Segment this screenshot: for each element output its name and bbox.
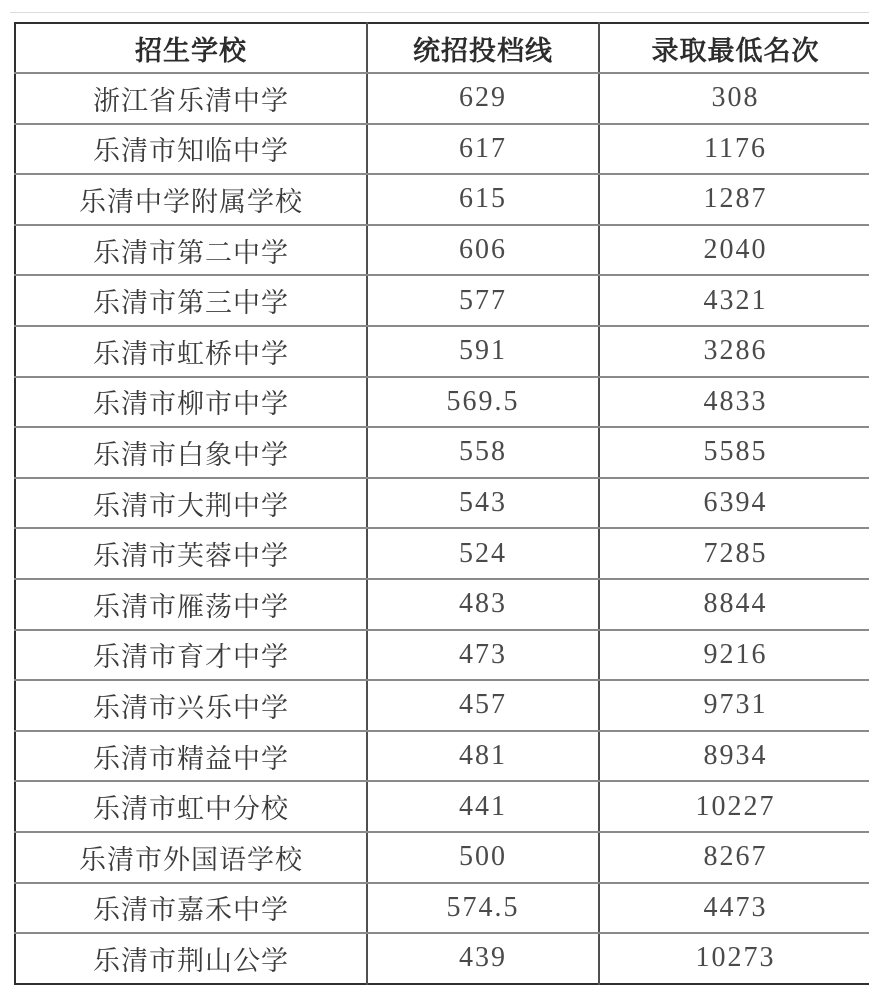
table-top-shadow-line [10, 12, 869, 13]
min-rank-cell: 6394 [599, 478, 869, 529]
school-name-cell: 乐清市嘉禾中学 [15, 883, 367, 934]
min-rank-cell: 308 [599, 73, 869, 124]
table-row [15, 124, 869, 175]
score-line-cell: 629 [367, 73, 599, 124]
col-header-score-line: 统招投档线 [367, 23, 599, 73]
score-line-cell: 615 [367, 174, 599, 225]
school-name-cell: 乐清中学附属学校 [15, 174, 367, 225]
col-header-school: 招生学校 [15, 23, 367, 73]
school-name-cell: 乐清市虹中分校 [15, 781, 367, 832]
min-rank-cell: 9216 [599, 630, 869, 681]
table-row [15, 883, 869, 934]
score-line-cell: 577 [367, 275, 599, 326]
school-name-cell: 乐清市精益中学 [15, 731, 367, 782]
min-rank-cell: 8934 [599, 731, 869, 782]
table-row [15, 781, 869, 832]
min-rank-cell: 8267 [599, 832, 869, 883]
min-rank-cell: 4321 [599, 275, 869, 326]
score-line-cell: 473 [367, 630, 599, 681]
school-name-cell: 乐清市第二中学 [15, 225, 367, 276]
table-row [15, 731, 869, 782]
school-name-cell: 浙江省乐清中学 [15, 73, 367, 124]
table-row [15, 326, 869, 377]
min-rank-cell: 10273 [695, 942, 776, 974]
score-line-cell: 569.5 [367, 377, 599, 428]
table-body [15, 73, 869, 984]
score-line-cell: 606 [367, 225, 599, 276]
school-name-cell: 乐清市芙蓉中学 [15, 528, 367, 579]
score-line-cell: 500 [367, 832, 599, 883]
school-name-cell: 乐清市育才中学 [15, 630, 367, 681]
school-name-cell: 乐清市柳市中学 [15, 377, 367, 428]
table-row [15, 478, 869, 529]
min-rank-cell: 3286 [599, 326, 869, 377]
table-row [15, 680, 869, 731]
min-rank-cell: 7285 [599, 528, 869, 579]
min-rank-cell: 10227 [599, 781, 869, 832]
score-line-cell: 441 [367, 781, 599, 832]
table-row [15, 832, 869, 883]
school-name-cell: 乐清市雁荡中学 [15, 579, 367, 630]
min-rank-cell: 2040 [599, 225, 869, 276]
score-line-cell: 481 [367, 731, 599, 782]
school-name-cell: 乐清市白象中学 [15, 427, 367, 478]
score-line-cell: 457 [367, 680, 599, 731]
min-rank-cell: 1176 [599, 124, 869, 175]
table-row [15, 933, 869, 984]
school-name-cell: 乐清市大荆中学 [15, 478, 367, 529]
school-name-cell: 乐清市荆山公学 [15, 933, 367, 984]
score-line-cell: 591 [367, 326, 599, 377]
table-row [15, 73, 869, 124]
col-header-min-rank: 录取最低名次 [599, 23, 869, 73]
admission-score-table [14, 22, 869, 985]
school-name-cell: 乐清市外国语学校 [15, 832, 367, 883]
min-rank-cell: 1287 [599, 174, 869, 225]
min-rank-cell: 4833 [599, 377, 869, 428]
school-name-cell: 乐清市知临中学 [15, 124, 367, 175]
min-rank-cell: 5585 [599, 427, 869, 478]
table-row [15, 377, 869, 428]
score-line-cell: 617 [367, 124, 599, 175]
table-row [15, 630, 869, 681]
score-line-cell: 483 [367, 579, 599, 630]
score-line-cell: 543 [367, 478, 599, 529]
score-line-cell: 574.5 [367, 883, 599, 934]
min-rank-cell: 8844 [599, 579, 869, 630]
header-row [15, 23, 869, 73]
school-name-cell: 乐清市兴乐中学 [15, 680, 367, 731]
score-line-cell: 524 [367, 528, 599, 579]
score-line-cell: 439 [367, 933, 599, 984]
score-line-cell: 558 [367, 427, 599, 478]
table-row [15, 275, 869, 326]
min-rank-cell: 9731 [599, 680, 869, 731]
min-rank-cell: 4473 [599, 883, 869, 934]
table-row [15, 579, 869, 630]
table-row [15, 528, 869, 579]
table-row [15, 225, 869, 276]
school-name-cell: 乐清市虹桥中学 [15, 326, 367, 377]
table-row [15, 427, 869, 478]
school-name-cell: 乐清市第三中学 [15, 275, 367, 326]
table-row [15, 174, 869, 225]
